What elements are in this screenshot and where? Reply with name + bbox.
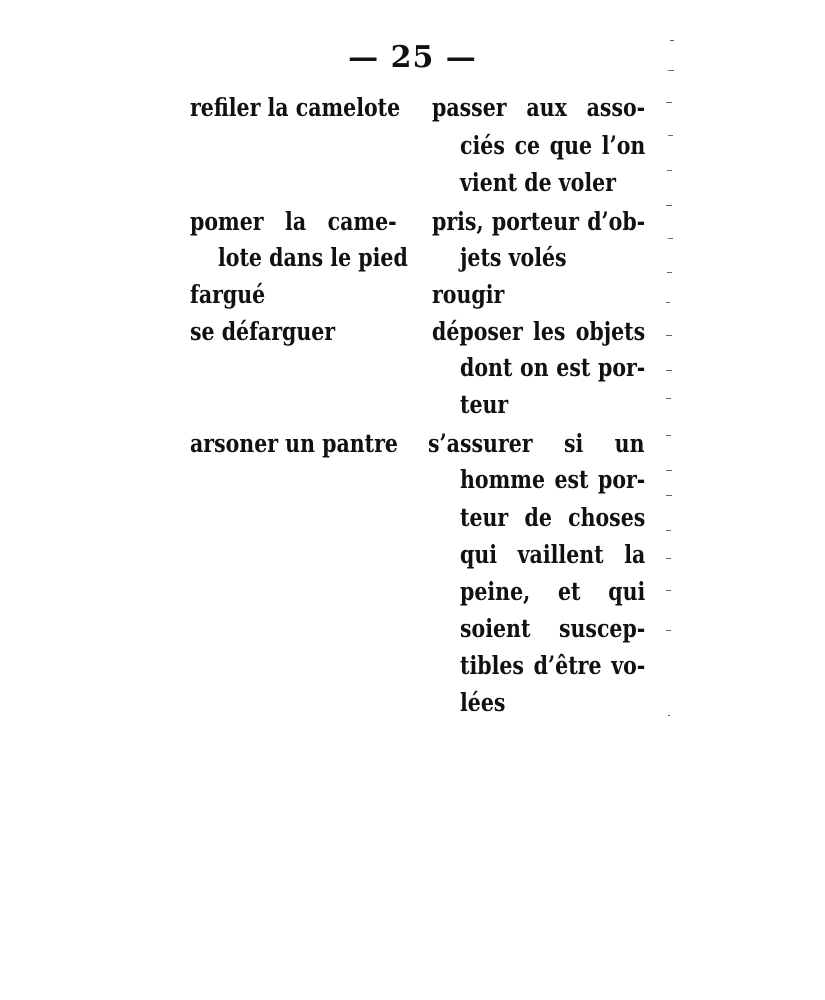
edge-speck — [668, 135, 673, 136]
entry-definition: soient suscep- — [460, 614, 646, 643]
entry-term: fargué — [190, 280, 266, 309]
entry-definition: jets volés — [460, 243, 567, 272]
entry-term: pomer la came- — [190, 207, 397, 236]
entry-term: arsoner un pantre — [190, 429, 398, 458]
edge-speck — [666, 370, 672, 371]
entry-definition: teur — [460, 390, 509, 419]
edge-speck — [666, 398, 671, 399]
entry-definition: passer aux asso- — [432, 93, 646, 122]
entry-definition: rougir — [432, 280, 505, 309]
entry-definition: homme est por- — [460, 465, 646, 494]
page-edge-marks — [650, 40, 680, 740]
edge-speck — [668, 715, 670, 716]
edge-speck — [666, 558, 671, 559]
edge-speck — [668, 238, 673, 239]
entry-term: refiler la camelote — [190, 93, 401, 122]
entry-definition: pris, porteur d’ob- — [432, 207, 646, 236]
edge-speck — [666, 470, 672, 471]
edge-speck — [666, 630, 671, 631]
edge-speck — [668, 70, 674, 71]
entry-definition: vient de voler — [460, 168, 616, 197]
entry-definition: déposer les objets — [432, 317, 646, 346]
entry-definition: s’assurer si un — [428, 429, 645, 458]
edge-speck — [667, 170, 672, 171]
edge-speck — [670, 40, 674, 41]
entry-term: lote dans le pied — [218, 243, 408, 272]
edge-speck — [666, 590, 671, 591]
entry-definition: lées — [460, 688, 506, 717]
edge-speck — [666, 435, 671, 436]
entry-term: se défarguer — [190, 317, 336, 346]
edge-speck — [666, 495, 672, 496]
edge-speck — [666, 302, 670, 303]
entry-definition: peine, et qui — [460, 577, 646, 606]
edge-speck — [666, 205, 672, 206]
entry-definition: dont on est por- — [460, 353, 646, 382]
entry-definition: teur de choses — [460, 503, 646, 532]
edge-speck — [667, 272, 672, 273]
page-number: — 25 — — [348, 40, 477, 75]
entry-definition: qui vaillent la — [460, 540, 646, 569]
edge-speck — [666, 335, 672, 336]
edge-speck — [666, 102, 672, 103]
edge-speck — [666, 530, 671, 531]
entry-definition: tibles d’être vo- — [460, 651, 646, 680]
entry-definition: ciés ce que l’on — [460, 131, 646, 160]
